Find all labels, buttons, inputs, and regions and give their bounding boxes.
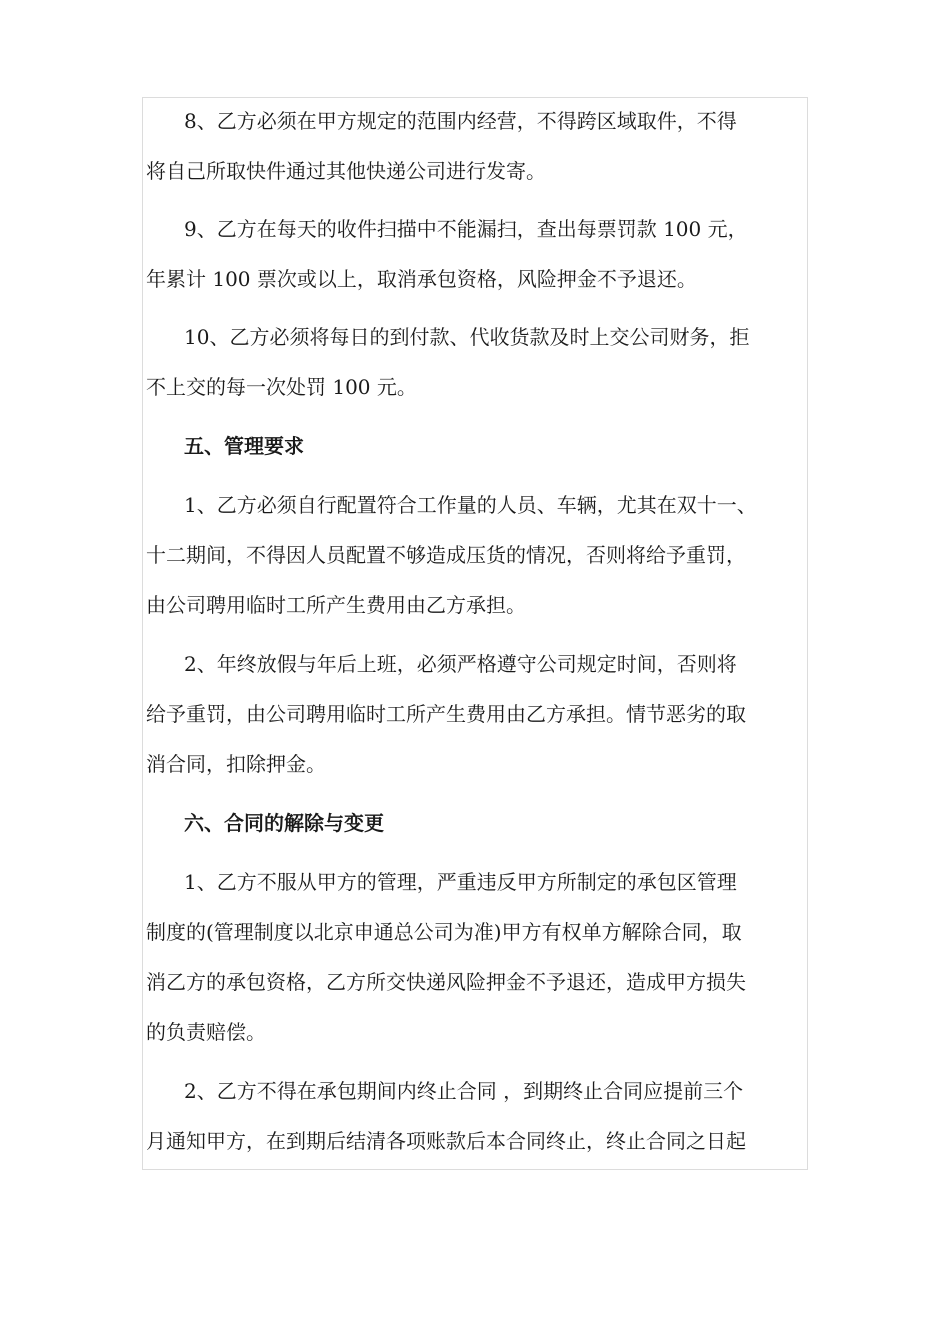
section-5-item-2-line-3: 消合同，扣除押金。 xyxy=(146,752,326,776)
clause-10-line-2: 不上交的每一次处罚 100 元。 xyxy=(146,375,417,399)
clause-9 xyxy=(146,204,808,304)
clause-9-line-1: 9、乙方在每天的收件扫描中不能漏扫，查出每票罚款 100 元， xyxy=(184,217,748,241)
section-6 xyxy=(146,798,808,848)
clause-8-line-1: 8、乙方必须在甲方规定的范围内经营，不得跨区域取件，不得 xyxy=(184,109,737,133)
document-page xyxy=(142,97,808,1170)
clause-10 xyxy=(146,312,808,412)
document-body xyxy=(146,98,808,1166)
clause-8 xyxy=(146,97,808,196)
section-6-item-2-line-2: 月通知甲方，在到期后结清各项账款后本合同终止，终止合同之日起 xyxy=(146,1129,746,1153)
clause-9-line-2: 年累计 100 票次或以上，取消承包资格，风险押金不予退还。 xyxy=(146,267,697,291)
section-6-item-1-line-3: 消乙方的承包资格，乙方所交快递风险押金不予退还，造成甲方损失 xyxy=(146,970,746,994)
section-5-item-1-line-3: 由公司聘用临时工所产生费用由乙方承担。 xyxy=(146,593,526,617)
section-6-item-1-line-1: 1、乙方不服从甲方的管理，严重违反甲方所制定的承包区管理 xyxy=(184,870,737,894)
section-5-item-1 xyxy=(146,480,808,630)
clause-8-line-2: 将自己所取快件通过其他快递公司进行发寄。 xyxy=(146,159,546,183)
section-6-item-1-line-2: 制度的(管理制度以北京申通总公司为准)甲方有权单方解除合同，取 xyxy=(146,920,742,944)
section-6-heading: 六、合同的解除与变更 xyxy=(184,811,384,835)
section-5 xyxy=(146,421,808,471)
section-6-item-2-line-1: 2、乙方不得在承包期间内终止合同 ，到期终止合同应提前三个 xyxy=(184,1079,744,1103)
section-6-item-1 xyxy=(146,857,808,1057)
clause-10-line-1: 10、乙方必须将每日的到付款、代收货款及时上交公司财务，拒 xyxy=(184,325,750,349)
section-5-item-2-line-2: 给予重罚，由公司聘用临时工所产生费用由乙方承担。情节恶劣的取 xyxy=(146,702,746,726)
section-5-item-1-line-1: 1、乙方必须自行配置符合工作量的人员、车辆，尤其在双十一、 xyxy=(184,493,757,517)
section-5-item-2-line-1: 2、年终放假与年后上班，必须严格遵守公司规定时间，否则将 xyxy=(184,652,737,676)
section-5-item-2 xyxy=(146,639,808,789)
section-5-heading: 五、管理要求 xyxy=(184,434,304,458)
section-6-item-1-line-4: 的负责赔偿。 xyxy=(146,1020,266,1044)
section-5-item-1-line-2: 十二期间，不得因人员配置不够造成压货的情况，否则将给予重罚， xyxy=(146,543,746,567)
section-6-item-2 xyxy=(146,1066,808,1166)
